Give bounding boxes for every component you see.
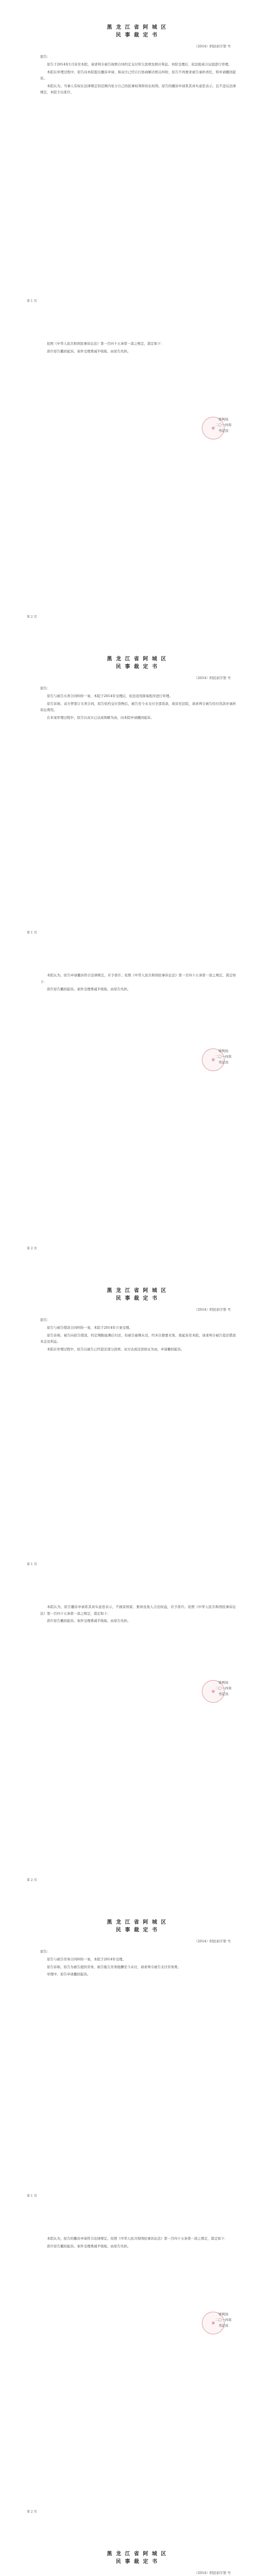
page-footer: 第 1 页 <box>27 931 37 935</box>
page-content <box>13 24 261 300</box>
page-content <box>13 655 261 931</box>
body-paragraph: 准许原告撤回起诉。案件受理费减半收取，由原告负担。 <box>47 2244 131 2248</box>
page-content <box>13 1603 261 1879</box>
signature-block <box>215 417 232 434</box>
page-content <box>13 2234 261 2511</box>
signature-role: 审判员 <box>218 1049 229 1053</box>
signature-date: 二〇一四年 <box>215 1055 232 1059</box>
document-page <box>0 641 274 946</box>
document-page <box>0 957 274 1262</box>
body-paragraph: 准许原告撤回起诉。案件受理费减半收取，由原告负担。 <box>47 1619 131 1623</box>
body-text <box>13 972 261 993</box>
page-footer: 第 2 页 <box>27 2510 37 2514</box>
case-number: （2014）阿民初字第 号 <box>194 1308 231 1312</box>
signature-clerk: 书记员 <box>218 429 229 433</box>
body-paragraph: 准许原告撤回起诉。案件受理费减半收取，由原告负担。 <box>47 349 131 353</box>
page-content <box>13 1919 261 2195</box>
signature-clerk: 书记员 <box>218 1060 229 1064</box>
document-page <box>0 1273 274 1578</box>
document-type-title: 民 事 裁 定 书 <box>116 664 158 670</box>
page-footer: 第 1 页 <box>27 299 37 303</box>
body-paragraph: 原告与被告借款合同纠纷一案，本院于2014年立案受理。 <box>47 1326 133 1330</box>
party-line: 原告： <box>40 1318 50 1322</box>
signature-role: 审判员 <box>218 1681 229 1685</box>
signature-clerk: 书记员 <box>218 2324 229 2328</box>
page-footer: 第 1 页 <box>27 2194 37 2198</box>
body-paragraph: 本院认为，原告申请撤诉符合法律规定，应予准许。依照《中华人民共和国民事诉讼法》第一百四十五条第一款之规定，裁定如下： <box>40 973 236 984</box>
document-page <box>0 9 274 314</box>
page-content <box>13 1287 261 1563</box>
body-paragraph: 本院认为，原告的撤诉申请符合法律规定。依照《中华人民共和国民事诉讼法》第一百四十五条第一款之规定，裁定如下： <box>47 2236 228 2241</box>
body-paragraph: 本院认为，当事人有权在法律规定的范围内处分自己的民事权利和诉讼权利。原告的撤诉申请系其真实意思表示，且不违反法律规定，本院予以准许。 <box>40 83 236 94</box>
case-number: （2014）阿民初字第 号 <box>194 44 231 48</box>
body-paragraph: 原告与被告买卖合同纠纷一案，本院于2014年受理后，依法适用简易程序进行审理。 <box>47 694 173 698</box>
body-text <box>13 61 261 96</box>
document-page <box>0 1904 274 2209</box>
signature-block <box>215 1680 232 1697</box>
body-paragraph: 准许原告撤回起诉。案件受理费减半收取，由原告负担。 <box>47 987 131 991</box>
body-paragraph: 原告于2014年1月诉至本院，请求判令被告按照合同约定支付所欠款项及相应利息。本院受理后，依法组成合议庭进行审理。 <box>47 62 232 66</box>
court-title: 黑 龙 江 省 阿 城 区 <box>107 656 167 662</box>
body-paragraph: 在本案审理过程中，原告以双方已达成和解为由，向本院申请撤回起诉。 <box>47 715 154 720</box>
page-footer: 第 2 页 <box>27 615 37 619</box>
signature-clerk: 书记员 <box>218 1692 229 1696</box>
signature-block <box>215 1048 232 1065</box>
body-paragraph: 原告诉称，被告向原告借款，约定期限届满后归还，但被告逾期未还，经多次催要无果，故起诉至本院，请求判令被告偿还借款本金及利息。 <box>40 1333 236 1344</box>
signature-date: 二〇一四年 <box>215 423 232 427</box>
party-line: 原告： <box>40 1950 50 1954</box>
document-type-title: 民 事 裁 定 书 <box>116 2559 158 2565</box>
page-content <box>13 2550 261 2576</box>
body-paragraph: 本院在审理过程中，原告以被告已经偿还部分款项、双方达成还款协议为由，申请撤回起诉。 <box>47 1347 184 1351</box>
body-paragraph: 本院认为，原告撤诉申请系其真实意思表示，不损害国家、集体及他人合法权益，应予准许。依照《中华人民共和国民事诉讼法》第一百四十五条第一款之规定，裁定如下： <box>40 1605 236 1616</box>
body-text <box>13 1325 261 1352</box>
body-paragraph: 原告与被告劳务合同纠纷一案，本院于2014年受理。 <box>47 1957 126 1961</box>
document-type-title: 民 事 裁 定 书 <box>116 32 158 38</box>
court-title: 黑 龙 江 省 阿 城 区 <box>107 1288 167 1294</box>
court-title: 黑 龙 江 省 阿 城 区 <box>107 2551 167 2557</box>
document-type-title: 民 事 裁 定 书 <box>116 1296 158 1301</box>
page-content <box>13 971 261 1247</box>
document-page <box>0 325 274 630</box>
page-content <box>13 340 261 616</box>
signature-block <box>215 2312 232 2329</box>
party-line: 原告： <box>40 55 50 59</box>
signature-role: 审判员 <box>218 417 229 421</box>
body-paragraph: 本院在审理过程中，原告向本院提出撤诉申请，称双方已经自行协商解决相关纠纷，原告不再要求被告承担责任，特申请撤回起诉。 <box>40 70 236 80</box>
body-text <box>13 341 261 354</box>
document-page <box>0 2220 274 2525</box>
page-footer: 第 1 页 <box>27 1563 37 1566</box>
page-footer: 第 2 页 <box>27 1878 37 1882</box>
case-number: （2014）阿民初字第 号 <box>194 2571 231 2575</box>
body-paragraph: 原告诉称，原告为被告提供劳务，被告拖欠劳务报酬至今未付，请求判令被告支付劳务费。 <box>47 1964 181 1969</box>
body-text <box>13 1956 261 1978</box>
page-footer: 第 2 页 <box>27 1247 37 1250</box>
signature-role: 审判员 <box>218 2312 229 2316</box>
case-number: （2014）阿民初字第 号 <box>194 1939 231 1943</box>
court-title: 黑 龙 江 省 阿 城 区 <box>107 25 167 30</box>
body-paragraph: 审理中，原告申请撤回起诉。 <box>47 1972 91 1976</box>
document-page <box>0 2536 274 2576</box>
body-paragraph: 依照《中华人民共和国民事诉讼法》第一百四十五条第一款之规定，裁定如下： <box>47 342 164 346</box>
case-number: （2014）阿民初字第 号 <box>194 676 231 680</box>
body-text <box>13 2235 261 2249</box>
body-text <box>13 1604 261 1624</box>
court-title: 黑 龙 江 省 阿 城 区 <box>107 1920 167 1925</box>
body-paragraph: 原告诉称，双方曾签订买卖合同，原告依约交付货物后，被告至今未支付全部货款，故诉至法院，请求判令被告给付货款并承担诉讼费用。 <box>40 701 236 712</box>
signature-date: 二〇一四年 <box>215 1686 232 1690</box>
document-page <box>0 1588 274 1893</box>
signature-date: 二〇一四年 <box>215 2318 232 2322</box>
party-line: 原告： <box>40 686 50 690</box>
document-type-title: 民 事 裁 定 书 <box>116 1927 158 1933</box>
body-text <box>13 693 261 721</box>
